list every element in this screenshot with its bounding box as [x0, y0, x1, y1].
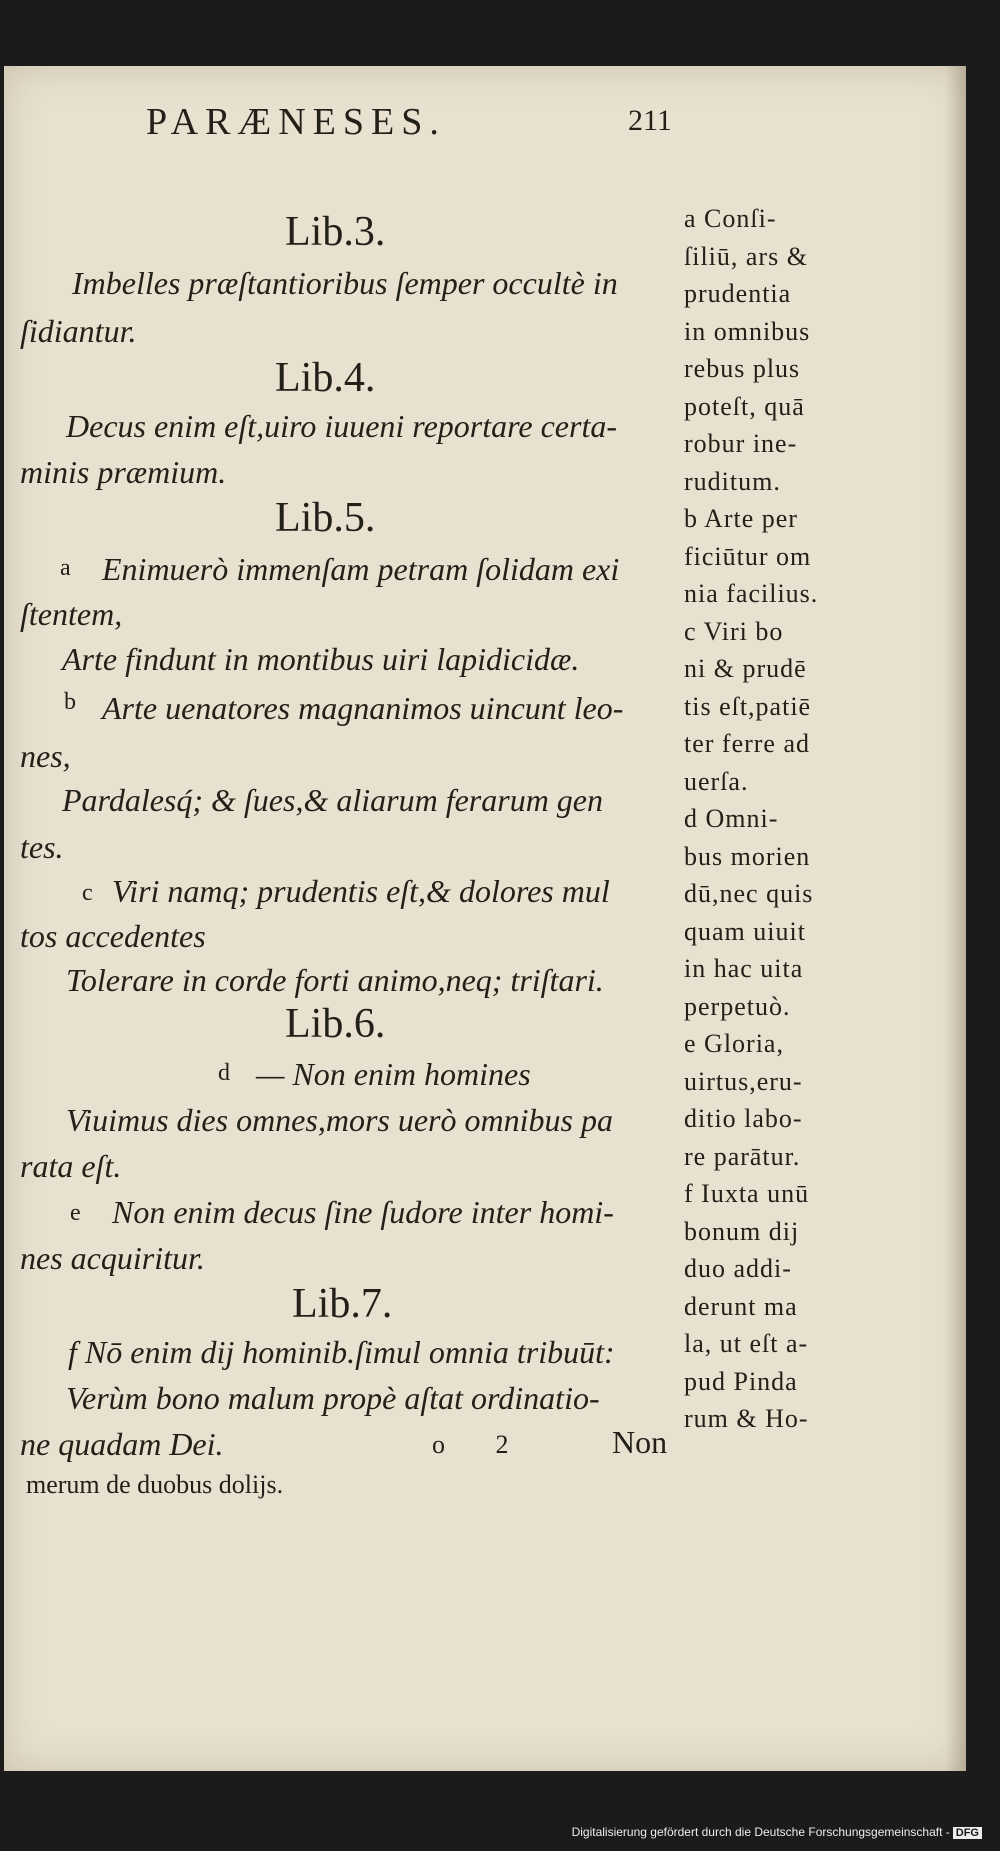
marginal-note-line: b Arte per: [684, 504, 798, 533]
marginal-note-line: ficiūtur om: [684, 541, 812, 571]
text-line: ſidiantur.: [20, 313, 137, 349]
marginal-note-line: d Omni-: [684, 804, 779, 833]
marginal-note-line: ſiliū, ars &: [684, 241, 808, 271]
section-heading-lib6: Lib.6.: [285, 1001, 386, 1047]
text-line: minis præmium.: [20, 454, 227, 490]
text-line: f Nō enim dij hominib.ſimul omnia tribuūt:: [68, 1334, 615, 1370]
text-line: Viri namq; prudentis eſt,& dolores mul: [112, 873, 610, 909]
marginal-note-line: uerſa.: [684, 766, 749, 796]
note-marker-e: e: [70, 1200, 81, 1226]
text-line: Viuimus dies omnes,mors uerò omnibus pa: [66, 1102, 613, 1138]
catchword: Non: [612, 1424, 668, 1460]
text-line: tos accedentes: [20, 918, 206, 954]
text-line: rata eſt.: [20, 1148, 122, 1184]
note-marker-d: d: [218, 1060, 230, 1086]
marginal-note-line: prudentia: [684, 279, 792, 308]
section-heading-lib3: Lib.3.: [285, 209, 386, 255]
marginal-note-line: e Gloria,: [684, 1029, 784, 1058]
marginal-note-line: nia facilius.: [684, 579, 819, 608]
text-line: Arte findunt in montibus uiri lapidicidæ.: [62, 641, 580, 677]
marginal-note-line: bus morien: [684, 841, 811, 871]
text-line: Non enim decus ſine ſudore inter homi-: [112, 1194, 614, 1230]
text-line: ſtentem,: [20, 596, 123, 632]
section-heading-lib7: Lib.7.: [292, 1281, 393, 1327]
text-line: nes acquiritur.: [20, 1240, 205, 1276]
text-line: Enimuerò immenſam petram ſolidam exi: [102, 551, 620, 587]
sidenote-continuation: merum de duobus dolijs.: [26, 1470, 284, 1499]
marginal-note-line: re parātur.: [684, 1141, 801, 1171]
page-number: 211: [628, 104, 672, 137]
marginal-note-line: dū,nec quis: [684, 879, 814, 908]
marginal-note-line: rum & Ho-: [684, 1404, 809, 1433]
marginal-note-line: ditio labo-: [684, 1104, 803, 1133]
marginal-note-line: bonum dij: [684, 1216, 800, 1246]
marginal-note-line: poteſt, quā: [684, 391, 805, 421]
text-line: Decus enim eſt,uiro iuueni reportare certa-: [66, 408, 617, 444]
marginal-note-line: robur ine-: [684, 429, 798, 458]
marginal-note-line: pud Pinda: [684, 1366, 798, 1396]
section-heading-lib4: Lib.4.: [275, 355, 376, 401]
text-line: Verùm bono malum propè aſtat ordinatio-: [66, 1380, 600, 1416]
text-line: ne quadam Dei.: [20, 1426, 224, 1462]
dfg-logo: DFG: [953, 1827, 982, 1839]
marginal-note-line: duo addi-: [684, 1254, 792, 1283]
running-head-title: PARÆNESES.: [146, 101, 446, 143]
text-line: Tolerare in corde forti animo,neq; triſtari.: [66, 962, 604, 998]
marginal-note-line: ni & prudē: [684, 654, 807, 683]
note-marker-c: c: [82, 880, 93, 906]
marginal-note-line: perpetuò.: [684, 991, 791, 1021]
text-line: — Non enim homines: [256, 1056, 531, 1092]
marginal-note-line: derunt ma: [684, 1291, 798, 1321]
marginal-note-line: a Conſi-: [684, 204, 777, 233]
section-heading-lib5: Lib.5.: [275, 495, 376, 541]
marginal-note-line: quam uiuit: [684, 916, 806, 946]
signature-mark: o 2: [432, 1430, 531, 1459]
note-marker-b: b: [64, 689, 76, 715]
marginal-note-line: in hac uita: [684, 954, 804, 983]
digitization-credit: [0, 1825, 1000, 1847]
page-edge-shadow: [946, 66, 966, 1771]
text-line: tes.: [20, 829, 64, 865]
text-line: nes,: [20, 738, 71, 774]
marginal-note-line: in omnibus: [684, 316, 811, 346]
text-line: Pardalesq́; & ſues,& aliarum ferarum gen: [62, 782, 603, 818]
note-marker-a: a: [60, 555, 71, 581]
text-line: Imbelles præſtantioribus ſemper occultè in: [72, 265, 618, 301]
marginal-note-line: c Viri bo: [684, 616, 784, 646]
marginal-note-line: ter ferre ad: [684, 729, 811, 758]
marginal-note-line: uirtus,eru-: [684, 1066, 803, 1096]
marginal-note-line: la, ut eſt a-: [684, 1329, 809, 1358]
marginal-note-line: f Iuxta unū: [684, 1179, 810, 1208]
credit-text: Digitalisierung gefördert durch die Deutsche Forschungsgemeinschaft -: [571, 1825, 950, 1839]
marginal-note-line: tis eſt,patiē: [684, 691, 812, 721]
marginal-note-line: ruditum.: [684, 466, 781, 496]
text-line: Arte uenatores magnanimos uincunt leo-: [102, 690, 624, 726]
marginal-note-line: rebus plus: [684, 354, 801, 383]
